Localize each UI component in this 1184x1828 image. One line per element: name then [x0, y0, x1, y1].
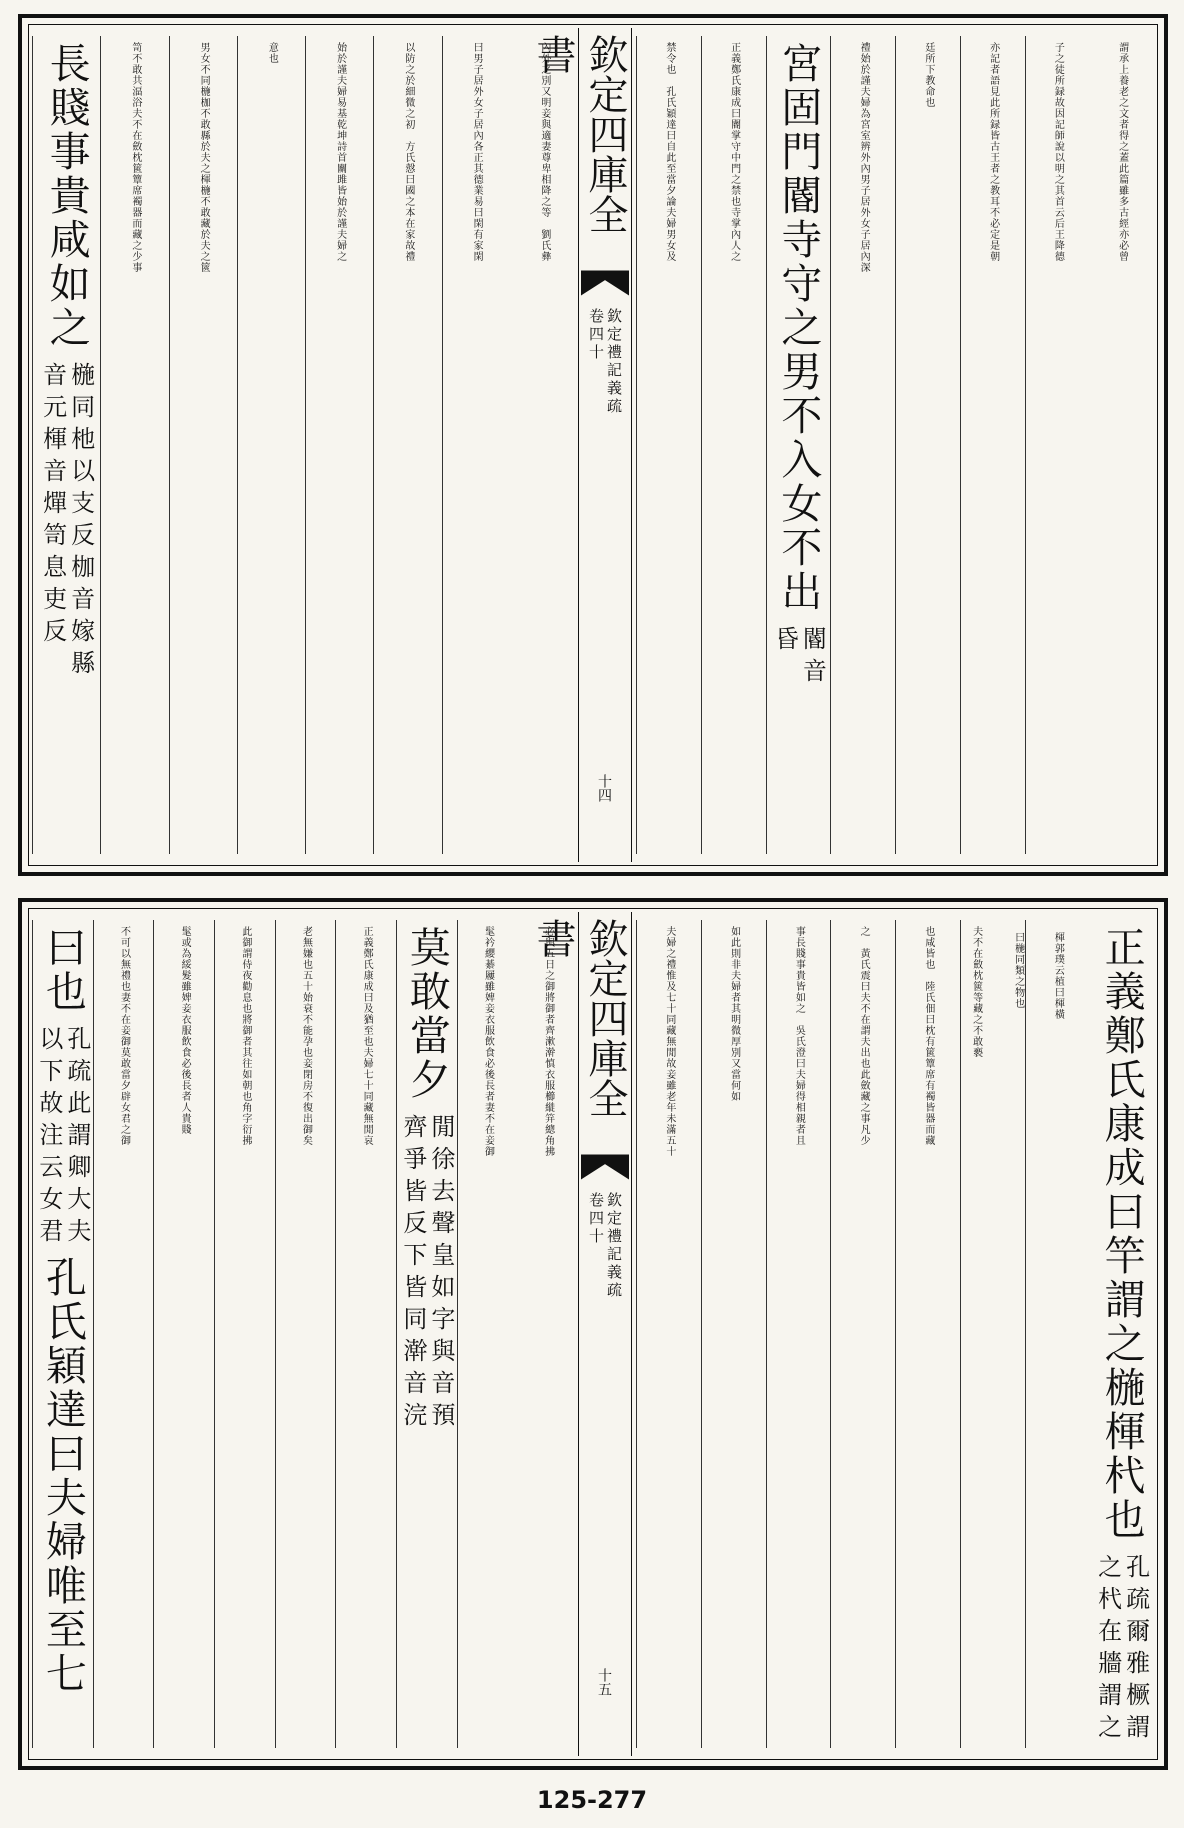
- annotation-note: 齊爭皆反下皆同澣音浣: [398, 1114, 427, 1434]
- column-text: 宮固門閽寺守之男不入女不出: [774, 42, 823, 614]
- annotation-note: 楎郭璞云植曰楎橫: [1052, 932, 1064, 1020]
- page-number: 125-277: [536, 1786, 648, 1814]
- annotation-block: [770, 614, 826, 690]
- text-column: [237, 36, 305, 854]
- column-text: 也咸皆也 陸氏佃曰枕有篋簟席有襡皆器而藏: [922, 926, 934, 1146]
- gutter-folio: 十五: [596, 1668, 612, 1696]
- text-column: [335, 920, 396, 1748]
- gutter-volume: 卷四十: [587, 1192, 605, 1246]
- bottom-right-page: [636, 912, 1154, 1756]
- bottom-sheet: [18, 898, 1168, 1770]
- column-text: 老無嫌也五十始衰不能孕也妾閉房不復出御矣: [300, 926, 312, 1146]
- gutter-folio: 十四: [596, 774, 612, 802]
- column-text: 謂承上養老之文者得之蓋此篇雖多古經亦必曾: [1116, 42, 1128, 262]
- fish-tail-ornament: [581, 270, 629, 296]
- column-text: 廷所下教命也: [922, 42, 934, 108]
- text-column: [766, 36, 831, 854]
- gutter-book-title: 欽定禮記義疏: [605, 308, 623, 416]
- gutter-title: 欽定四庫全書: [530, 34, 628, 234]
- text-column: [895, 920, 960, 1748]
- column-text: 不可以無禮也妻不在妾御莫敢當夕辟女君之御: [118, 926, 130, 1146]
- text-column: [960, 36, 1025, 854]
- column-text: 事長賤事貴皆如之 吳氏澄曰夫婦得相親者且: [793, 926, 805, 1146]
- text-column: [517, 920, 578, 1748]
- text-column: [1025, 920, 1090, 1748]
- text-column: [830, 920, 895, 1748]
- column-text: 禁令也 孔氏穎達曰自此至當夕論夫婦男女及: [663, 42, 675, 262]
- bottom-left-page: [32, 912, 578, 1756]
- annotation-block: [399, 1102, 455, 1434]
- gutter-volume: 卷四十: [587, 308, 605, 362]
- column-text: 亦記者語見此所録皆古王者之教耳不必定是朝: [987, 42, 999, 262]
- column-text: 夫不在斂枕篋等藏之不敢褻: [970, 926, 982, 1058]
- column-text: 孔氏穎達曰夫婦唯至七: [38, 1256, 87, 1696]
- text-column: [169, 36, 237, 854]
- column-text: 內外之別又明妾與適妻尊卑相降之等 劉氏彝: [538, 42, 550, 262]
- column-text: 曰男子居外女子居內各正其德業易曰閑有家閑: [471, 42, 483, 262]
- column-text: 笥不敢共湢浴夫不在斂枕篋簟席襡器而藏之少事: [129, 42, 141, 273]
- column-text: 以防之於細微之初 方氏慤曰國之本在家故禮: [402, 42, 414, 262]
- annotation-note: 孔疏此謂卿大夫: [62, 1026, 91, 1250]
- text-column: [457, 920, 518, 1748]
- top-right-page: [636, 28, 1154, 862]
- column-text: 禮始於謹夫婦為宮室辨外內男子居外女子居內深: [858, 42, 870, 273]
- text-column: [510, 36, 578, 854]
- annotation-note: 之杙在牆謂之: [1093, 1554, 1122, 1746]
- column-text: 正義鄭氏康成曰閽掌守中門之禁也寺掌內人之: [728, 42, 740, 262]
- gutter-book-title: 欽定禮記義疏: [605, 1192, 623, 1300]
- text-column: [701, 36, 766, 854]
- text-column: [1089, 36, 1154, 854]
- column-text: 正義鄭氏康成曰竿謂之椸楎杙也: [1097, 926, 1146, 1542]
- text-column: [701, 920, 766, 1748]
- text-column: [373, 36, 441, 854]
- annotation-block: [39, 350, 95, 682]
- column-text: 髦或為綏髮雖婢妾衣服飲食必後長者人貴賤: [179, 926, 191, 1135]
- column-text: 始於謹夫婦易基乾坤詩首關雎皆始於謹夫婦之: [334, 42, 346, 262]
- column-text: 正義鄭氏康成曰及猶至也夫婦七十同藏無閒哀: [361, 926, 373, 1146]
- column-text: 男女不同椸枷不敢縣於夫之楎椸不敢藏於夫之篋: [198, 42, 210, 273]
- text-column: [93, 920, 154, 1748]
- top-sheet: [18, 14, 1168, 876]
- text-column: [830, 36, 895, 854]
- annotation-note: 椸同杝以支反枷音嫁縣: [66, 362, 95, 682]
- column-text: 髦衿纓綦屨雖婢妾衣服飲食必後長者妻不在妾御: [482, 926, 494, 1157]
- text-column: [153, 920, 214, 1748]
- column-text: 子之徒所録故因記師說以明之其首云后王降德: [1052, 42, 1064, 262]
- text-column: [1025, 36, 1090, 854]
- text-column: [1089, 920, 1154, 1748]
- top-left-page: [32, 28, 578, 862]
- column-text: 必與五日之御將御者齊漱澣慎衣服櫛縰笄總角拂: [542, 926, 554, 1157]
- text-column: [32, 920, 93, 1748]
- column-text: 曰也: [38, 926, 87, 1014]
- annotation-note: 閽音: [798, 626, 827, 690]
- gutter-subtitle: [581, 1192, 629, 1300]
- annotation-block: [1094, 1542, 1150, 1746]
- text-column: [442, 36, 510, 854]
- annotation-note: 孔疏爾雅橛謂: [1121, 1554, 1150, 1746]
- annotation-note: 以下故注云女君: [34, 1026, 63, 1250]
- fish-tail-ornament: [581, 1154, 629, 1180]
- text-column: [214, 920, 275, 1748]
- column-text: 夫婦之禮惟及七十同藏無閒故妾雖老年未滿五十: [663, 926, 675, 1157]
- annotation-note: 音元楎音燀笥息吏反: [38, 362, 67, 650]
- gutter-subtitle: [581, 308, 629, 416]
- annotation-block: [35, 1014, 91, 1250]
- column-text: 莫敢當夕: [402, 926, 451, 1102]
- text-column: [766, 920, 831, 1748]
- text-column: [396, 920, 457, 1748]
- text-column: [636, 36, 701, 854]
- text-column: [100, 36, 168, 854]
- text-column: [895, 36, 960, 854]
- column-text: 意也: [266, 42, 278, 64]
- text-column: [636, 920, 701, 1748]
- annotation-note: 曰椸同類之物也: [1012, 932, 1024, 1009]
- text-column: [275, 920, 336, 1748]
- annotation-note: 閒徐去聲皇如字與音預: [426, 1114, 455, 1434]
- column-text: 長賤事貴咸如之: [42, 42, 91, 350]
- text-column: [32, 36, 100, 854]
- column-text: 此御謂侍夜勸息也將御者其往如朝也角字衍拂: [239, 926, 251, 1146]
- gutter-title: 欽定四庫全書: [530, 918, 628, 1118]
- annotation-note: 昏: [770, 626, 799, 658]
- text-column: [960, 920, 1025, 1748]
- column-text: 之 黃氏震曰夫不在謂夫出也此斂藏之事凡少: [858, 926, 870, 1146]
- text-column: [305, 36, 373, 854]
- column-text: 如此則非夫婦者其明微厚別又當何如: [728, 926, 740, 1102]
